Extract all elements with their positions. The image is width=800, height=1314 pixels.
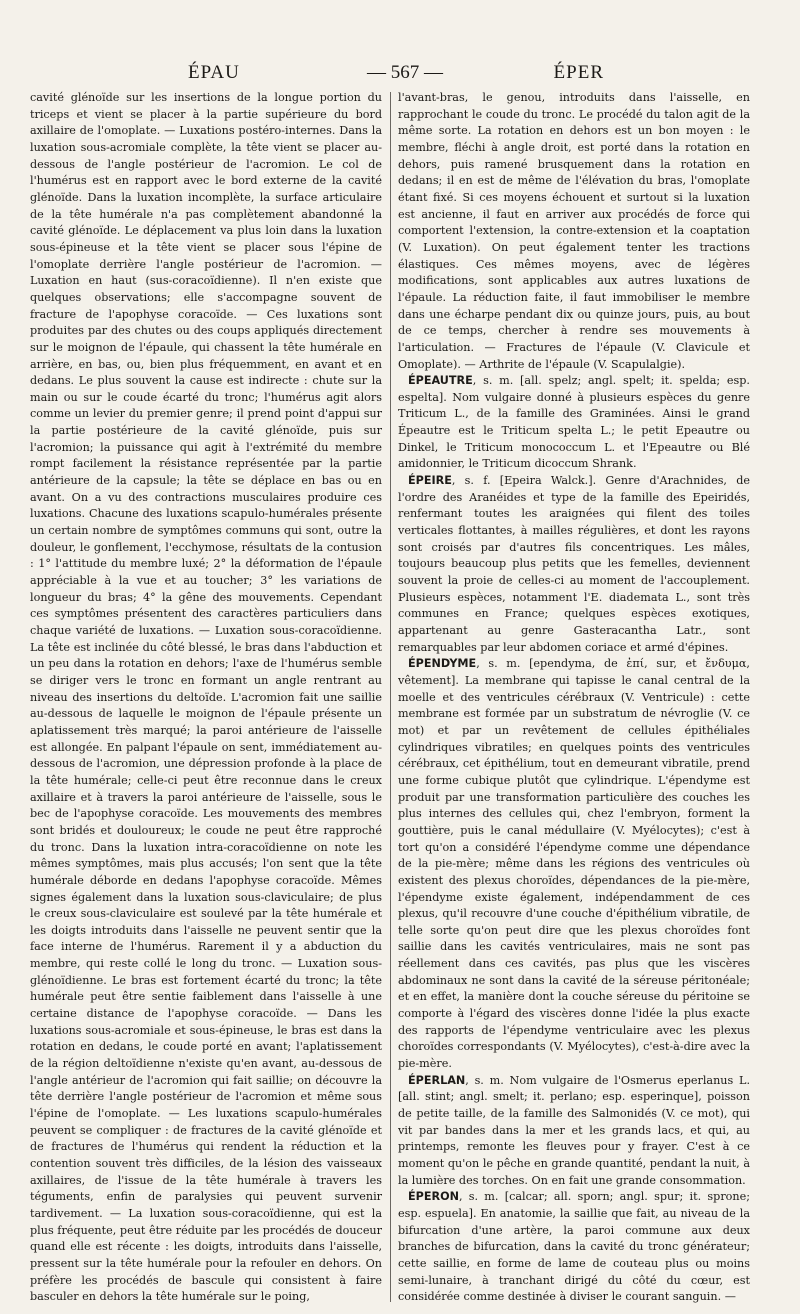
entry-text: , s. m. Nom vulgaire de l'Osmerus eperlanus L. [all. stint; angl. smelt; it. perlano; esp. esperinque], poisson de petite taille, de la famille des Salmonidés (V. ce mot), qui vit par bandes dans la mer et les grands lacs, et qui, au printemps, remonte les fleuves pour y frayer. C'est à ce moment qu'on le pêche en grande quantité, pendant la nuit, à la lumière des torches. On en fait une grande consommation. <box>398 1073 750 1187</box>
entry-text: , s. m. [calcar; all. sporn; angl. spur; it. sprone; esp. espuela]. En anatomie, la saillie que fait, au niveau de la bifurcation d'une artère, la paroi commune aux deux branches de bifurcation, dans la cavité du tronc générateur; cette saillie, en forme de lame de couteau plus ou moins semi-lunaire, à tranchant dirigé du côté du cœur, est considérée comme destinée à diviser le courant sanguin. — <box>398 1190 750 1304</box>
entry-epeautre <box>398 373 750 473</box>
entry-ependyme <box>398 656 750 1072</box>
left-column-text: cavité glénoïde sur les insertions de la longue portion du triceps et vient se placer à la partie supérieure du bord axillaire de l'omoplate. — Luxations postéro-internes. Dans la luxation sous-acromiale complète, la tête vient se placer au-dessous de l'angle postérieur de l'acromion. Le col de l'humérus est en rapport avec le bord externe de la cavité glénoïde. Dans la luxation incomplète, la surface articulaire de la tête humérale n'a pas complètement abandonné la cavité glénoïde. Le déplacement va plus loin dans la luxation sous-épineuse et la tête vient se placer sous l'épine de l'omoplate derrière l'angle postérieur de l'acromion. — Luxation en haut (sus-coracoïdienne). Il n'en existe que quelques observations; elle s'accompagne souvent de fracture de l'apophyse coracoïde. — Ces luxations sont produites par des chutes ou des coups appliqués directement sur le moignon de l'épaule, qui chassent la tête humérale en arrière, en bas, ou, bien plus fréquemment, en avant et en dedans. Le plus souvent la cause est indirecte : chute sur la main ou sur le coude écarté du tronc; l'humérus agit alors comme un levier du premier genre; il prend point d'appui sur la partie postérieure de la cavité glénoïde, puis sur l'acromion; la puissance qui agit à l'extrémité du membre rompt facilement la résistance représentée par la partie antérieure de la capsule; la tête se déplace en bas ou en avant. On a vu des contractions musculaires produire ces luxations. Chacune des luxations scapulo-humérales présente un certain nombre de symptômes communs qui sont, outre la douleur, le gonflement, l'ecchymose, résultats de la contusion : 1° l'attitude du membre luxé; 2° la déformation de l'épaule appréciable à la vue et au toucher; 3° les variations de longueur du bras; 4° la gêne des mouvements. Cependant ces symptômes présentent des caractères particuliers dans chaque variété de luxations. — Luxation sous-coracoïdienne. La tête est inclinée du côté blessé, le bras dans l'abduction et un peu dans la rotation en dehors; l'axe de l'humérus semble se diriger vers le tronc en formant un angle rentrant au niveau des insertions du deltoïde. L'acromion fait une saillie au-dessous de laquelle le moignon de l'épaule présente un aplatissement très marqué; la paroi antérieure de l'aisselle est allongée. En palpant l'épaule on sent, immédiatement au-dessous de l'acromion, une dépression profonde à la place de la tête humérale; celle-ci peut être reconnue dans le creux axillaire et à travers la paroi antérieure de l'aisselle, sous le bec de l'apophyse coracoïde. Les mouvements des membres sont bridés et douloureux; le coude ne peut être rapproché du tronc. Dans la luxation intra-coracoïdienne on note les mêmes symptômes, mais plus accusés; l'on sent que la tête humérale déborde en dedans l'apophyse coracoïde. Mêmes signes également dans la luxation sous-claviculaire; de plus le creux sous-claviculaire est soulevé par la tête humérale et les doigts introduits dans l'aisselle ne peuvent sentir que la face interne de l'humérus. Rarement il y a abduction du membre, qui reste collé le long du tronc. — Luxation sous-glénoïdienne. Le bras est fortement écarté du tronc; la tête humérale peut être sentie faiblement dans l'aisselle à une certaine distance de l'apophyse coracoïde. — Dans les luxations sous-acromiale et sous-épineuse, le bras est dans la rotation en dedans, le coude porté en avant; l'aplatissement de la région deltoïdienne n'existe qu'en avant, au-dessous de l'angle antérieur de l'acromion qui fait saillie; on découvre la tête derrière l'angle postérieur de l'acromion et même sous l'épine de l'omoplate. — Les luxations scapulo-humérales peuvent se compliquer : de fractures de la cavité glénoïde et de fractures de l'humérus qui rendent la réduction et la contention souvent très difficiles, de la lésion des vaisseaux axillaires, de l'issue de la tête humérale à travers les téguments, enfin de paralysies qui peuvent survenir tardivement. — La luxation sous-coracoïdienne, qui est la plus fréquente, peut être réduite par les procédés de douceur quand elle est récente : les doigts, introduits dans l'aisselle, pressent sur la tête humérale pour la refouler en dehors. On préfère les procédés de bascule qui consistent à faire basculer en dehors la tête humérale sur le poing, <box>30 91 382 1304</box>
continuation-text: l'avant-bras, le genou, introduits dans l'aisselle, en rapprochant le coude du tronc. Le procédé du talon agit de la même sorte. La rotation en dehors est un bon moyen : le membre, fléchi à angle droit, est porté dans la rotation en dehors, puis ramené brusquement dans la rotation en dedans; il en est de même de l'élévation du bras, l'omoplate étant fixé. Si ces moyens échouent et surtout si la luxation est ancienne, il faut en arriver aux procédés de force qui comportent l'extension, la contre-extension et la coaptation (V. Luxation). On peut également tenter les tractions élastiques. Ces mêmes moyens, avec de légères modifications, sont applicables aux autres luxations de l'épaule. La réduction faite, il faut immobiliser le membre dans une écharpe pendant dix ou quinze jours, puis, au bout de ce temps, chercher à rendre ses mouvements à l'articulation. — Fractures de l'épaule (V. Clavicule et Omoplate). — Arthrite de l'épaule (V. Scapulalgie). <box>398 91 750 371</box>
entry-text: , s. m. [ependyma, de ἐπί, sur, et ἔνδυμα, vêtement]. La membrane qui tapisse le canal central de la moelle et des ventricules cérébraux (V. Ventricule) : cette membrane est formée par un substratum de névroglie (V. ce mot) et par un revêtement de cellules épithéliales cylindriques vibratiles; en quelques points des ventricules cérébraux, cet épithélium, tout en demeurant vibratile, prend une forme cubique plutôt que cylindrique. L'épendyme est produit par une transformation particulière des couches les plus internes des cellules qui, chez l'embryon, forment la gouttière, puis le canal médullaire (V. Myélocytes); c'est à tort qu'on a considéré l'épendyme comme une dépendance de la pie-mère; même dans les régions des ventricules où existent des plexus choroïdes, dépendances de la pie-mère, l'épendyme existe également, indépendamment de ces plexus, qu'il recouvre d'une couche d'épithélium vibratile, de telle sorte qu'on peut dire que les plexus choroïdes font saillie dans les cavités ventriculaires, mais ne sont pas réellement dans ces cavités, pas plus que les viscères abdominaux ne sont dans la cavité de la séreuse péritonéale; et en effet, la manière dont la couche séreuse du péritoine se comporte à l'égard des viscères donne l'idée la plus exacte des rapports de l'épendyme ventriculaire avec les plexus choroïdes correspondants (V. Myélocytes), c'est-à-dire avec la pie-mère. <box>398 657 750 1071</box>
entry-headword: ÉPENDYME <box>408 657 477 671</box>
column-divider <box>390 92 391 1302</box>
entry-headword: ÉPEAUTRE <box>408 374 473 388</box>
header-left-guideword: ÉPAU <box>188 62 240 83</box>
entry-text: , s. f. [Epeira Walck.]. Genre d'Arachnides, de l'ordre des Aranéides et type de la famille des Epeiridés, renfermant toutes les araignées qui filent des toiles verticales flottantes, à mailles régulières, et dont les rayons sont croisés par d'autres fils concentriques. Les mâles, toujours beaucoup plus petits que les femelles, deviennent souvent la proie de celles-ci au moment de l'accouplement. Plusieurs espèces, notamment l'E. diademata L., sont très communes en France; quelques espèces exotiques, appartenant au genre Gasteracantha Latr., sont remarquables par leur abdomen coriace et armé d'épines. <box>398 474 750 654</box>
entry-epeire <box>398 473 750 656</box>
entry-text: , s. m. [all. spelz; angl. spelt; it. spelda; esp. espelta]. Nom vulgaire donné à plusieurs espèces du genre Triticum L., de la famille des Graminées. Ainsi le grand Épeautre est le Triticum spelta L.; le petit Epeautre ou Dinkel, le Triticum monococcum L. et l'Epeautre ou Blé amidonnier, le Triticum dicoccum Shrank. <box>398 374 750 471</box>
entry-eperon <box>398 1189 750 1305</box>
entry-headword: ÉPEIRE <box>408 474 452 488</box>
entry-headword: ÉPERON <box>408 1190 459 1204</box>
header-right-guideword: ÉPER <box>553 62 604 83</box>
entry-eperlan <box>398 1073 750 1190</box>
running-header <box>30 62 770 84</box>
left-column <box>30 90 382 1305</box>
entry-headword: ÉPERLAN <box>408 1073 466 1087</box>
page-number: — 567 — <box>367 62 443 83</box>
right-column <box>398 90 750 1305</box>
